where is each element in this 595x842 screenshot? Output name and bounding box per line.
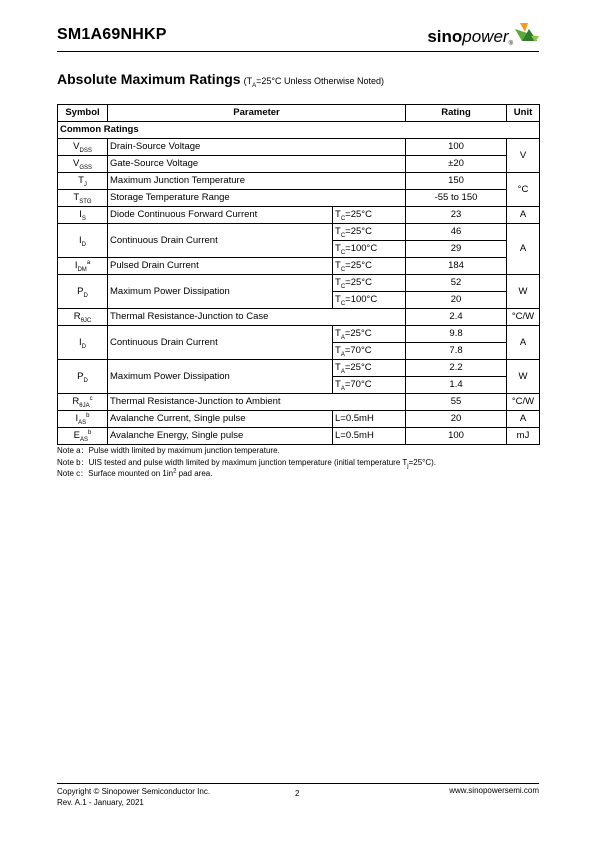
title-cond-post: =25°C Unless Otherwise Noted) <box>256 76 385 86</box>
condition-sub: A <box>340 368 345 375</box>
symbol-cell <box>58 326 108 360</box>
symbol-subscript: DSS <box>79 147 92 154</box>
table-row <box>58 275 540 292</box>
condition-sub: C <box>340 249 346 256</box>
unit-cell: A <box>507 224 540 275</box>
symbol-letter: I <box>79 209 82 220</box>
rating-cell: 1.4 <box>406 377 507 394</box>
symbol-subscript: θJC <box>80 317 92 324</box>
condition-pre: T <box>335 260 341 271</box>
note-b <box>57 457 436 469</box>
rating-cell: 52 <box>406 275 507 292</box>
condition-sub: C <box>340 283 346 290</box>
symbol-letter: I <box>74 260 78 271</box>
notes <box>57 445 436 480</box>
condition-post: =25°C <box>345 209 372 220</box>
rating-cell: 46 <box>406 224 507 241</box>
symbol-letter: V <box>73 141 80 152</box>
unit-cell: °C/W <box>507 309 540 326</box>
condition-post: =25°C <box>345 260 372 271</box>
symbol-cell <box>58 173 108 190</box>
rating-cell: 9.8 <box>406 326 507 343</box>
rating-cell: 2.2 <box>406 360 507 377</box>
symbol-letter: R <box>73 311 81 322</box>
condition-pre: T <box>335 294 341 305</box>
symbol-note-mark: a <box>86 259 91 266</box>
table-row <box>58 139 540 156</box>
rating-cell: 7.8 <box>406 343 507 360</box>
parameter-cell: Continuous Drain Current <box>108 326 333 360</box>
symbol-letter: R <box>72 396 80 407</box>
unit-cell: °C <box>507 173 540 207</box>
table-row <box>58 326 540 343</box>
condition-post: =25°C <box>345 226 372 237</box>
parameter-cell: Thermal Resistance-Junction to Ambient <box>108 394 406 411</box>
condition-cell: L=0.5mH <box>333 428 406 445</box>
unit-cell: W <box>507 360 540 394</box>
parameter-cell: Gate-Source Voltage <box>108 156 406 173</box>
condition-sub: C <box>340 232 346 239</box>
note-c-pre: Note c：Surface mounted on 1in <box>57 469 174 478</box>
col-header-unit: Unit <box>507 105 540 122</box>
col-header-parameter: Parameter <box>108 105 406 122</box>
symbol-letter: V <box>72 158 80 169</box>
symbol-letter: P <box>77 370 84 382</box>
rating-cell: 20 <box>406 411 507 428</box>
condition-cell <box>333 258 406 275</box>
col-header-symbol: Symbol <box>58 105 108 122</box>
brand-bold: sino <box>427 27 463 46</box>
symbol-subscript: DM <box>77 266 87 273</box>
symbol-cell <box>58 394 108 411</box>
symbol-cell <box>58 275 108 309</box>
ratings-table <box>57 104 540 445</box>
website-link[interactable]: www.sinopowersemi.com <box>449 786 539 795</box>
symbol-note-mark: c <box>89 395 93 402</box>
symbol-subscript: S <box>81 215 86 222</box>
brand-rest: power <box>462 27 509 46</box>
symbol-letter: I <box>79 234 82 246</box>
rating-cell: 20 <box>406 292 507 309</box>
symbol-letter: I <box>79 336 82 348</box>
rating-cell: 2.4 <box>406 309 507 326</box>
table-row <box>58 207 540 224</box>
title-cond-sub: A <box>252 82 257 89</box>
table-row <box>58 394 540 411</box>
condition-sub: A <box>340 385 345 392</box>
condition-pre: T <box>335 328 341 339</box>
symbol-cell <box>58 258 108 275</box>
condition-pre: T <box>335 379 341 390</box>
rating-cell: -55 to 150 <box>406 190 507 207</box>
condition-sub: C <box>340 266 346 273</box>
condition-sub: A <box>340 351 345 358</box>
symbol-subscript: D <box>81 343 86 350</box>
symbol-letter: T <box>73 192 80 203</box>
symbol-cell <box>58 139 108 156</box>
symbol-subscript: GSS <box>79 164 92 171</box>
symbol-subscript: D <box>81 241 86 248</box>
condition-sub: C <box>340 300 346 307</box>
symbol-subscript: θJA <box>79 402 90 409</box>
rating-cell: 100 <box>406 139 507 156</box>
rating-cell: ±20 <box>406 156 507 173</box>
symbol-subscript: J <box>83 181 87 188</box>
table-row <box>58 224 540 241</box>
condition-sub: A <box>340 334 345 341</box>
brand-wordmark <box>427 27 513 47</box>
symbol-cell <box>58 411 108 428</box>
parameter-cell: Maximum Power Dissipation <box>108 360 333 394</box>
symbol-letter: E <box>73 430 80 441</box>
condition-cell <box>333 326 406 343</box>
condition-pre: T <box>335 362 341 373</box>
unit-cell: mJ <box>507 428 540 445</box>
rating-cell: 100 <box>406 428 507 445</box>
registered-mark: ® <box>508 41 513 47</box>
rating-cell: 23 <box>406 207 507 224</box>
table-row <box>58 309 540 326</box>
condition-pre: T <box>335 243 341 254</box>
parameter-cell: Drain-Source Voltage <box>108 139 406 156</box>
symbol-subscript: AS <box>78 419 87 426</box>
parameter-cell: Avalanche Energy, Single pulse <box>108 428 333 445</box>
symbol-cell <box>58 156 108 173</box>
rating-cell: 184 <box>406 258 507 275</box>
parameter-cell: Pulsed Drain Current <box>108 258 333 275</box>
condition-post: =100°C <box>345 294 378 305</box>
revision: Rev. A.1 - January, 2021 <box>57 798 144 807</box>
rating-cell: 150 <box>406 173 507 190</box>
condition-cell <box>333 360 406 377</box>
condition-cell <box>333 224 406 241</box>
condition-post: =100°C <box>345 243 378 254</box>
note-a: Note a：Pulse width limited by maximum junction temperature. <box>57 446 280 455</box>
header-rule <box>57 51 539 52</box>
condition-post: =25°C <box>345 277 372 288</box>
unit-cell: W <box>507 275 540 309</box>
parameter-cell: Thermal Resistance-Junction to Case <box>108 309 406 326</box>
unit-cell: A <box>507 411 540 428</box>
symbol-cell <box>58 309 108 326</box>
note-c-sup: 2 <box>173 468 177 475</box>
page-number: 2 <box>295 789 300 798</box>
unit-cell: °C/W <box>507 394 540 411</box>
condition-cell <box>333 377 406 394</box>
parameter-cell: Avalanche Current, Single pulse <box>108 411 333 428</box>
parameter-cell: Maximum Junction Temperature <box>108 173 406 190</box>
parameter-cell: Storage Temperature Range <box>108 190 406 207</box>
symbol-letter: T <box>78 175 84 186</box>
parameter-cell: Continuous Drain Current <box>108 224 333 258</box>
title-condition <box>243 76 385 89</box>
title-cond-pre: (T <box>243 76 253 86</box>
rating-cell: 29 <box>406 241 507 258</box>
table-row <box>58 190 540 207</box>
condition-pre: T <box>335 277 341 288</box>
symbol-note-mark: b <box>88 429 92 436</box>
parameter-cell: Diode Continuous Forward Current <box>108 207 333 224</box>
table-header-row <box>58 105 540 122</box>
symbol-subscript: AS <box>79 436 88 443</box>
symbol-subscript: STG <box>79 198 92 205</box>
condition-cell <box>333 343 406 360</box>
table-row <box>58 156 540 173</box>
symbol-letter: P <box>77 285 84 297</box>
symbol-letter: I <box>75 413 79 424</box>
condition-cell: L=0.5mH <box>333 411 406 428</box>
page-header <box>57 26 539 50</box>
section-title <box>57 71 384 87</box>
symbol-cell <box>58 207 108 224</box>
condition-post: =25°C <box>344 362 372 373</box>
unit-cell: A <box>507 326 540 360</box>
table-row <box>58 360 540 377</box>
symbol-note-mark: b <box>86 412 90 419</box>
col-header-rating: Rating <box>406 105 507 122</box>
note-c-post: pad area. <box>176 469 213 478</box>
condition-cell <box>333 207 406 224</box>
copyright: Copyright © Sinopower Semiconductor Inc. <box>57 787 211 796</box>
symbol-subscript: D <box>83 292 88 299</box>
condition-post: =70°C <box>344 345 372 356</box>
note-b-post: =25°C). <box>408 457 437 467</box>
symbol-subscript: D <box>83 377 88 384</box>
condition-post: =25°C <box>344 328 372 339</box>
condition-cell <box>333 241 406 258</box>
section-label: Common Ratings <box>58 122 540 139</box>
rating-cell: 55 <box>406 394 507 411</box>
table-row <box>58 428 540 445</box>
condition-cell <box>333 275 406 292</box>
symbol-cell <box>58 190 108 207</box>
condition-pre: T <box>335 345 341 356</box>
symbol-cell <box>58 428 108 445</box>
condition-pre: T <box>335 226 341 237</box>
table-row <box>58 258 540 275</box>
part-number: SM1A69NHKP <box>57 26 167 43</box>
sinopower-logo-icon <box>513 20 539 46</box>
table-row <box>58 173 540 190</box>
parameter-cell: Maximum Power Dissipation <box>108 275 333 309</box>
note-b-sub: j <box>407 463 409 470</box>
condition-post: =70°C <box>344 379 372 390</box>
condition-pre: T <box>335 209 341 220</box>
footer-rule <box>57 783 539 784</box>
footer-left <box>57 786 210 808</box>
table-row <box>58 411 540 428</box>
note-b-pre: Note b：UIS tested and pulse width limited by maximum junction temperature (initial temperature T <box>57 457 408 467</box>
condition-sub: C <box>340 215 346 222</box>
condition-cell <box>333 292 406 309</box>
note-c <box>57 468 436 480</box>
symbol-cell <box>58 224 108 258</box>
section-title-text: Absolute Maximum Ratings <box>57 71 241 87</box>
unit-cell: V <box>507 139 540 173</box>
symbol-cell <box>58 360 108 394</box>
unit-cell: A <box>507 207 540 224</box>
section-row <box>58 122 540 139</box>
